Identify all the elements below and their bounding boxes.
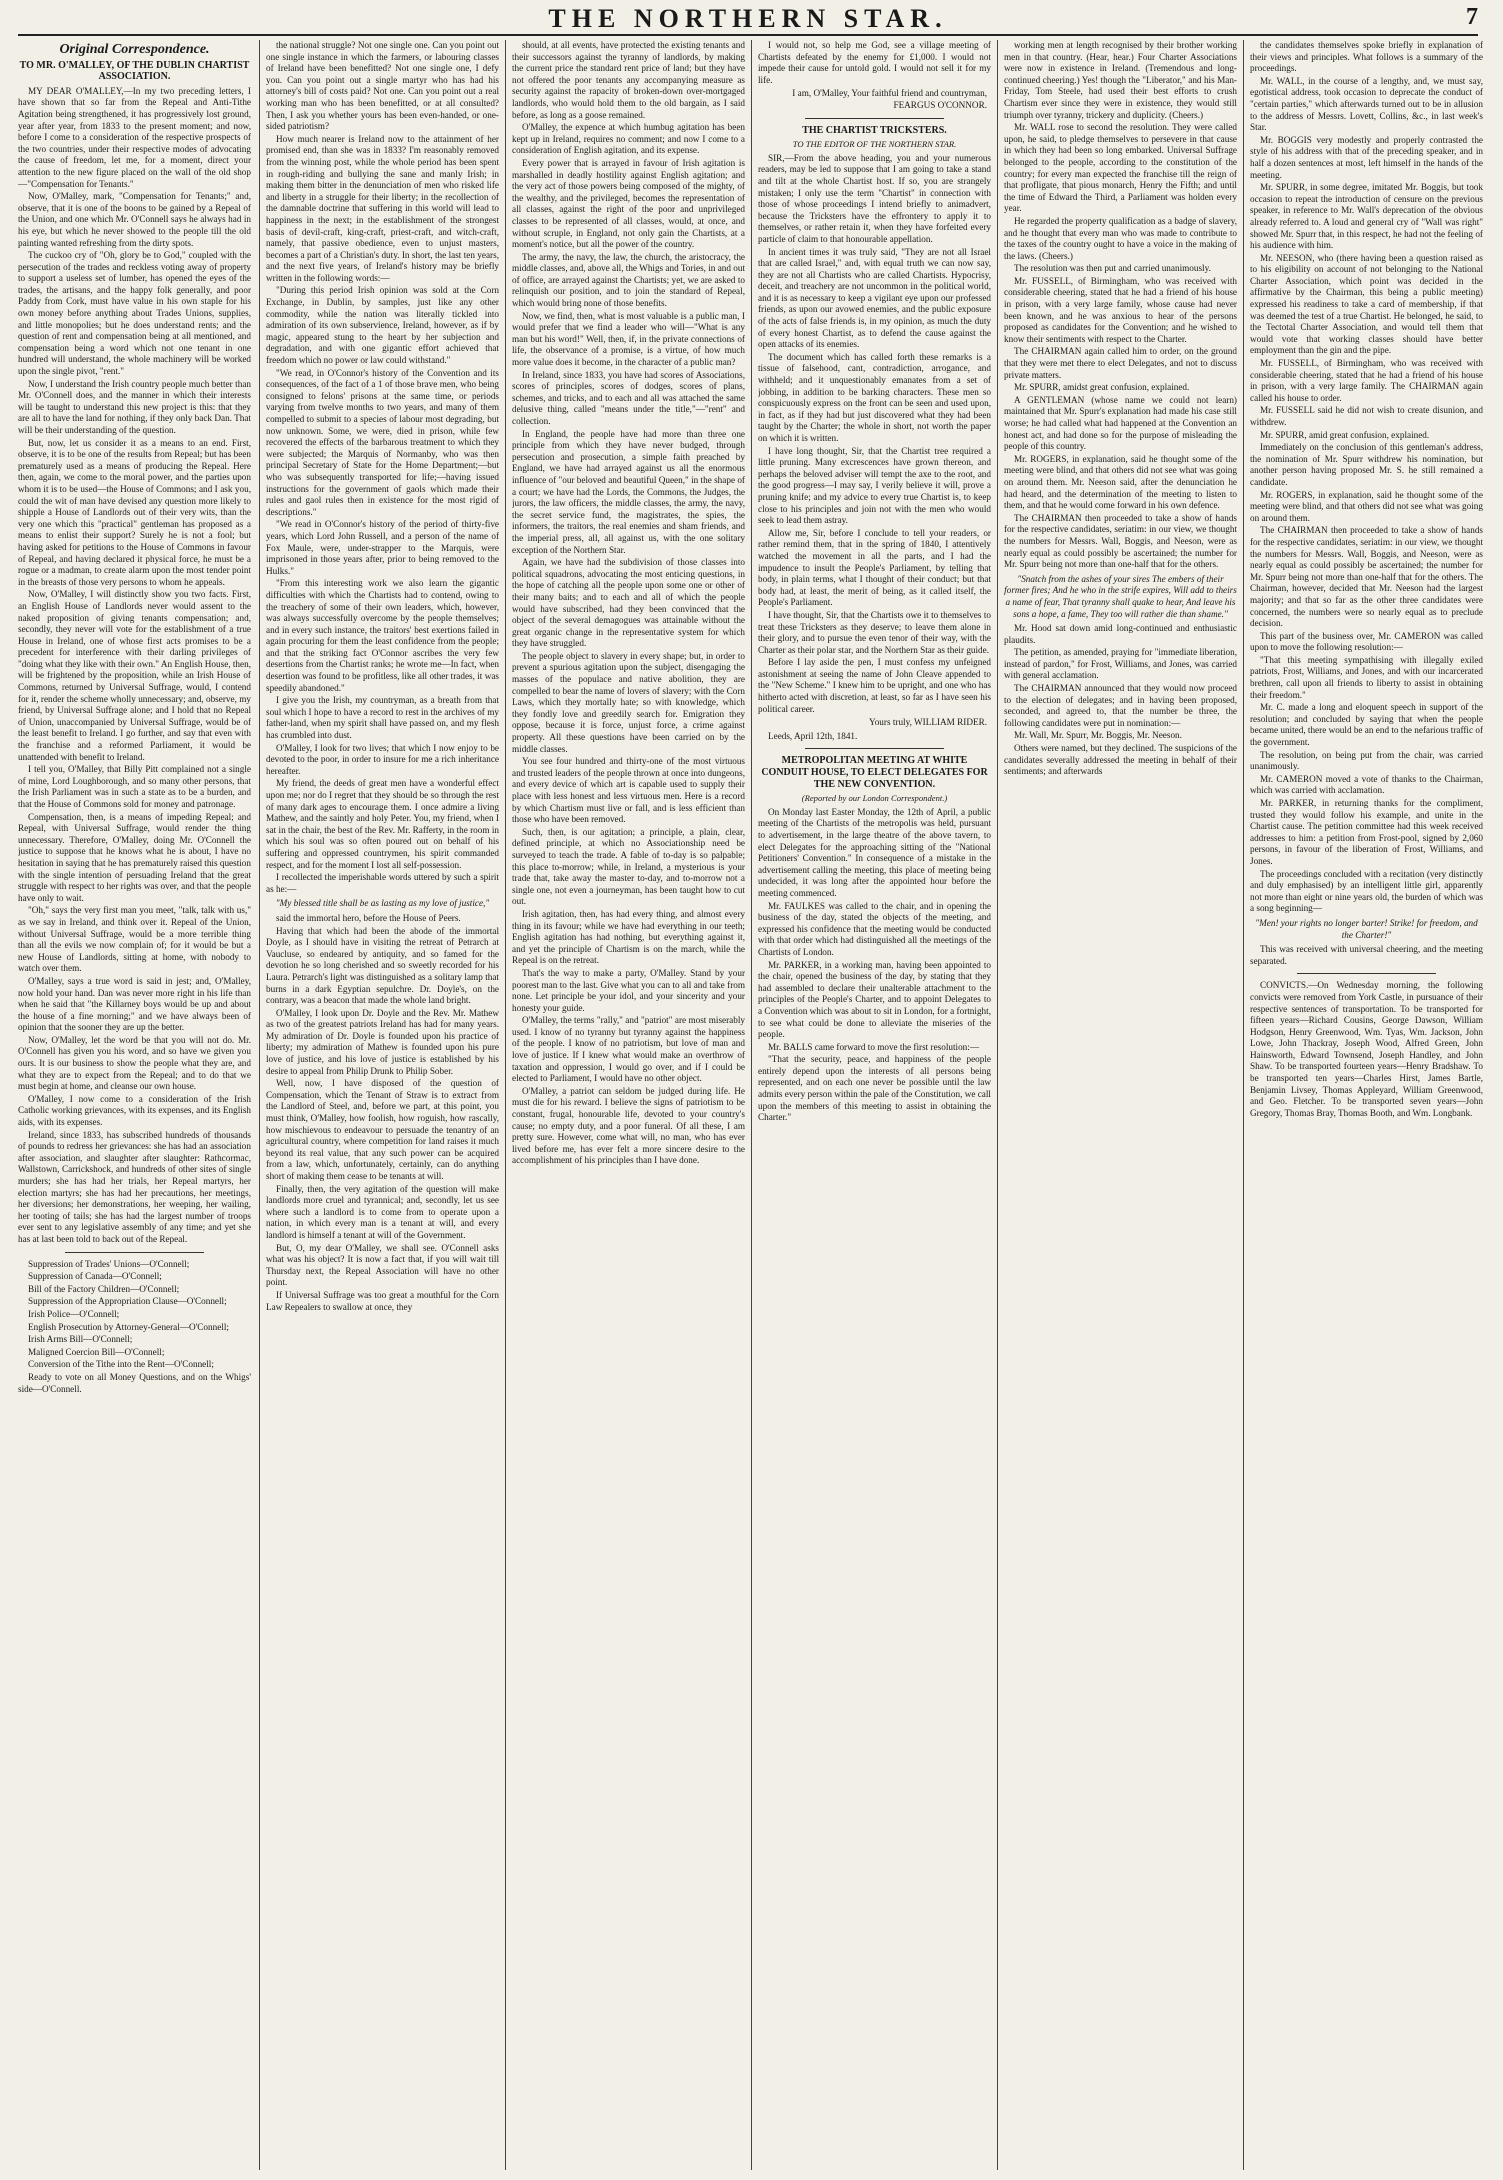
- column-rule: [259, 40, 260, 2170]
- paragraph: But, O, my dear O'Malley, we shall see. O'Connell asks what was his object? It is now a fact that, if you will wait till Thursday next, the Repeal Association will have no other point.: [266, 1242, 499, 1288]
- paragraph: "That this meeting sympathising with illegally exiled patriots, Frost, Williams, and Jones, and with our incarcerated brethren, call upon all friends to liberty to assist in obtaining their freedom.": [1250, 654, 1483, 700]
- paragraph: That's the way to make a party, O'Malley. Stand by your poorest man to the last. Give what you can to all and take from none. Let principle be your idol, and your sincerity and your honesty your guide.: [512, 967, 745, 1013]
- column-rule: [997, 40, 998, 2170]
- paragraph: O'Malley, says a true word is said in jest; and, O'Malley, now hold your hand. Dan was never more right in his life than when he said that "the Killarney boys would be up and about the house of a fine morning;" and we have always been of opinion that the sooner they are up the better.: [18, 975, 251, 1033]
- article-subheading: TO THE EDITOR OF THE NORTHERN STAR.: [792, 139, 957, 150]
- paragraph: Compensation, then, is a means of impeding Repeal; and Repeal, with Universal Suffrage, would render the thing unnecessary. Therefore, O'Malley, doing Mr. O'Connell the justice to suppose that he knows what he is about, I have no hesitation in saying that he has prematurely raised this question with the single intention of persuading Ireland that the great struggle with respect to her rights was over, and that the people have only to wait.: [18, 811, 251, 903]
- paragraph: Mr. FUSSELL said he did not wish to create disunion, and withdrew.: [1250, 405, 1483, 427]
- paragraph: "That the security, peace, and happiness of the people entirely depend upon the interests of all persons being represented, and on each one never be possible until the law admits every person within the pale of the Constitution, we call upon the members of this meeting to assist in obtaining the Charter.": [758, 1054, 991, 1123]
- paragraph: How much nearer is Ireland now to the attainment of her promised end, than she was in 1833? I'm reasonably removed from the winning post, while the whole period has been spent in rough-riding and bullying the sane and manly Irish; in making them bitter in the denunciation of men who risked life and liberty in a struggle for their liberty; in the recollection of the damnable doctrine that suffering in this world will lead to happiness in the next; in the establishment of the strongest basis of devil-craft, king-craft, priest-craft, and witch-craft, namely, that passive obedience, even to unjust masters, becomes a part of a Christian's duty. In short, the last ten years, and the next five years, of Ireland's history may be briefly written in the following words:—: [266, 133, 499, 283]
- paragraph: Mr. SPURR, in some degree, imitated Mr. Boggis, but took occasion to repeat the introduction of censure on the previous speaker, in reference to Mr. Wall's deprecation of the obvious already referred to. A loud and general cry of "Wall was right" showed Mr. Spurr that, in this respect, he had not the feeling of his audience with him.: [1250, 182, 1483, 251]
- paragraph: Mr. SPURR, amid great confusion, explained.: [1260, 429, 1430, 440]
- paragraph: He regarded the property qualification as a badge of slavery, and he thought that every man who was made to contribute to the taxes of the country ought to have a voice in the making of the laws. (Cheers.): [1004, 215, 1237, 261]
- section-separator: [65, 1252, 205, 1253]
- paragraph: Well, now, I have disposed of the question of Compensation, which the Tenant of Straw is to extract from the Landlord of Steel, and, before we part, at this point, you must think, O'Malley, how foolish, how roguish, how rascally, how mischievous to endeavour to persuade the tenantry of an agricultural country, where competition for land raises it much beyond its real value, that any such power can be acquired from a law, which, unfortunately, certainly, can do anything short of making them cease to be tenants at will.: [266, 1078, 499, 1181]
- paragraph: Immediately on the conclusion of this gentleman's address, the nomination of Mr. Spurr withdrew his nomination, but another person having proposed Mr. S. he still remained a candidate.: [1250, 442, 1483, 487]
- article-heading: Original Correspondence.: [59, 42, 210, 57]
- paragraph: Again, we have had the subdivision of those classes into political squadrons, advocating the most enticing questions, in the hope of catching all the people upon some one or other of their many baits; and to each and all of which the people would have subscribed, had they been convinced that the object of the several demagogues was attainable without the great organic change in the representative system for which they have struggled.: [512, 557, 745, 649]
- paragraph: Now, O'Malley, I will distinctly show you two facts. First, an English House of Landlords never would assent to the naked proposition of giving tenants compensation; and, secondly, they never will vote for the establishment of a true House in Ireland, one of whose first acts promises to be a precedent for interference with their darling privileges of "doing what they like with their own." An English House, then, will be frightened by the proposition, while an Irish House of Commons, returned by Universal Suffrage, would, I contend for it, render the scheme wholly unnecessary; and, observe, my friend, by Universal Suffrage alone; and I hold that no Repeal of Union, unaccompanied by Universal Suffrage, would be of the least benefit to Ireland. I go further, and say that even with the franchise and a reformed Parliament, it would be unattended with benefit to Ireland.: [18, 589, 251, 762]
- column-3: [512, 40, 745, 2170]
- paragraph: Now, we find, then, what is most valuable is a public man, I would prefer that we find a leader who will—"What is any man but his word!" Well, then, if, in the private connections of life, the observance of a promise, is a virtue, of how much more value does it become, in the character of a public man?: [512, 310, 745, 368]
- paragraph: The people object to slavery in every shape; but, in order to prevent a spurious agitation upon the subject, disengaging the masses of the populace and native abolition, they are compelled to bear the name of lovers of slavery; with the Corn Laws, which they mortally hate; so with knowledge, which they fondly love and greedily search for. Emigration they oppose, because it is force, unjust force, a crime against property. All these questions have been carried on by the middle classes.: [512, 650, 745, 754]
- paragraph: I have thought, Sir, that the Chartists owe it to themselves to treat these Tricksters as they deserve; to leave them alone in their glory, and to pursue the even tenor of their way, with the Charter as their polar star, and the Northern Star as their guide.: [758, 609, 991, 655]
- section-separator: [805, 118, 945, 119]
- section-separator: [805, 748, 945, 749]
- paragraph: On Monday last Easter Monday, the 12th of April, a public meeting of the Chartists of the metropolis was held, pursuant to advertisement, in the large theatre of the above tavern, to elect Delegates for the approaching sitting of the "National Petitioners' Convention." In consequence of a mistake in the advertisement calling the meeting, this place of meeting being undecided, it was long after the appointed hour before the meeting commenced.: [758, 806, 991, 898]
- paragraph: The resolution, on being put from the chair, was carried unanimously.: [1250, 749, 1483, 772]
- paragraph: Bill of the Factory Children—O'Connell;: [28, 1283, 180, 1294]
- paragraph: Mr. Wall, Mr. Spurr, Mr. Boggis, Mr. Neeson.: [1014, 730, 1182, 741]
- paragraph: Now, O'Malley, mark, "Compensation for Tenants;" and, observe, that it is one of the boons to be gained by a Repeal of the Union, and one which Mr. O'Connell says he always had in his eye, but which he never showed to the people till the old painting wanted refreshing from the dirty spots.: [18, 191, 251, 248]
- verse-quote: "My blessed title shall be as lasting as my love of justice,": [275, 898, 490, 909]
- paragraph: Maligned Coercion Bill—O'Connell;: [28, 1346, 165, 1357]
- paragraph: Having that which had been the abode of the immortal Doyle, as I should have in visiting the retreat of Petrarch at Vaucluse, so endeared by antiquity, and so famed for the devotion he so long cherished and so sweetly recorded for his Laura. Petrarch's light was distinguished as a solitary lamp that burns in a dark Egyptian sepulchre. Dr. Doyle's, on the contrary, was a beacon that made the whole land bright.: [266, 925, 499, 1006]
- paragraph: the candidates themselves spoke briefly in explanation of their views and principles. What follows is a summary of the proceedings.: [1250, 40, 1483, 74]
- paragraph: In England, the people have had more than three one principle from which they have never budged, through persecution and prosecution, a simple faith preached by England, we have had arrayed against us all the enormous influence of "our beloved and beautiful Queen," in the shape of a court; we have had the Lords, the Commons, the Judges, the jurors, the law officers, the middle classes, the army, the navy, the secret service fund, the magistrates, the spies, the informers, the traitors, the real enemies and sham friends, and the imperial press, all, all against us, with the one solitary exception of the Northern Star.: [512, 428, 745, 555]
- paragraph: Suppression of the Appropriation Clause—O'Connell;: [28, 1296, 227, 1307]
- paragraph: Such, then, is our agitation; a principle, a plain, clear, defined principle, at which no Associationship need be surveyed to teach the trade. A fable of to-day is so palpable; this place to-morrow; while, in Ireland, a mysterious is your trade that, take away the master to-day, and to-morrow not a single one, not even a journeyman, has been taught how to cut out.: [512, 826, 745, 907]
- article-subheading: (Reported by our London Correspondent.): [801, 793, 948, 804]
- paragraph: Ireland, since 1833, has subscribed hundreds of thousands of pounds to redress her grievances: she has had an association after association, and slaughter after slaughter: Rathcormac, Wallstown, Carrickshock, and hundreds of other sites of single murders; she has had her trials, her Repeal martyrs, her election martyrs; she has had her precautions, her meetings, her diversions; her demonstrations, her weeping, her wailing, her tooting of tails; she has had the largest number of troops ever sent to any legislative assembly of any time; and yet she has at last been told to back out of the Repeal.: [18, 1129, 251, 1244]
- column-5: [1004, 40, 1237, 2170]
- paragraph: A GENTLEMAN (whose name we could not learn) maintained that Mr. Spurr's explanation had made his case still worse; he had called what had happened at the Convention an honest act, and had done so for the purpose of misleading the people of this country.: [1004, 394, 1237, 452]
- article-heading: THE CHARTIST TRICKSTERS.: [802, 124, 947, 136]
- paragraph: Others were named, but they declined. The suspicions of the candidates severally addressed the meeting in behalf of their sentiments; and afterwards: [1004, 743, 1237, 777]
- paragraph: I recollected the imperishable words uttered by such a spirit as he:—: [266, 872, 499, 894]
- paragraph: "From this interesting work we also learn the gigantic difficulties with which the Chartists had to contend, owing to the treachery of some of their own leaders, which, however, was always successfully overcome by the people themselves; and in every such instance, the traitors' best exertions failed in again procuring for them the least confidence from the people; and that the striking fact O'Connor ascribes the very few desertions from the Chartist ranks; he wrote me—In fact, when desertion was found to be profitless, like all other trades, it was speedily abandoned.": [266, 578, 499, 693]
- paragraph: The CHAIRMAN then proceeded to take a show of hands for the respective candidates, seriatim: in our view, we thought the numbers for Messrs. Wall, Boggis, and Neeson, were as nearly equal as could possibly be ascertained; the number for Mr. Spurr being not more than one-half that for the others.: [1004, 512, 1237, 570]
- paragraph: I give you the Irish, my countryman, as a breath from that soul which I hope to have a record to rest in the archives of my father-land, when my spirit shall have passed on, and my flesh has crumbled into dust.: [266, 695, 499, 741]
- paragraph: Finally, then, the very agitation of the question will make landlords more cruel and tyrannical; and, secondly, let us see where such a landlord is to come from to operate upon a nation, in which every man is a tenant at will, and every landlord is himself a tenant at will of the Government.: [266, 1183, 499, 1240]
- paragraph: The proceedings concluded with a recitation (very distinctly and duly emphasised) by an intelligent little girl, apparently not more than eight or nine years old, the burden of which was a song beginning—: [1250, 868, 1483, 914]
- column-6: [1250, 40, 1483, 2170]
- paragraph: My friend, the deeds of great men have a wonderful effect upon me; nor do I regret that they should be so through the rest of many dark ages to encourage them. I once admire a living Mathew, and the saintly and holy Peter. You, my friend, when I sat in the chair, the best of the Rev. Mr. Rafferty, in the room in which his soul was so often poured out on behalf of his suffering and oppressed countrymen, his spirit commanded respect, and for the moment I lost all self-possession.: [266, 778, 499, 870]
- paragraph: O'Malley, I now come to a consideration of the Irish Catholic working grievances, with its expenses, and its English aids, with its expenses.: [18, 1093, 251, 1128]
- paragraph: In ancient times it was truly said, "They are not all Israel that are called Israel," and, with equal truth we can now say, they are not all Chartists who are called Chartists. Hypocrisy, deceit, and treachery are not uncommon in the political world, and it is as necessary to keep a vigilant eye upon our professed friends, as upon our avowed enemies, and the public exposure of the acts of false friends is, in my opinion, as much the duty of every honest Chartist, as to defend the cause against the open attacks of its enemies.: [758, 246, 991, 350]
- paragraph: This was received with universal cheering, and the meeting separated.: [1250, 944, 1483, 966]
- paragraph: The petition, as amended, praying for "immediate liberation, instead of pardon," for Frost, Williams, and Jones, was carried with general acclamation.: [1004, 647, 1237, 681]
- paragraph: If Universal Suffrage was too great a mouthful for the Corn Law Repealers to swallow at once, they: [266, 1289, 499, 1312]
- paragraph: SIR,—From the above heading, you and your numerous readers, may be led to suppose that I am going to take a stand and tilt at the whole Chartist host. If so, you are strangely mistaken; I only use the term "Chartist" in connection with those of whose proceedings I intend briefly to animadvert, because the Tricksters have the effrontery to apply it to themselves, or rather retain it, when they have forfeited every particle of claim to that honourable appellation.: [758, 152, 991, 244]
- paragraph: The CHAIRMAN again called him to order, on the ground that they were met there to elect Delegates, and not to discuss private matters.: [1004, 346, 1237, 380]
- paragraph: Mr. ROGERS, in explanation, said he thought some of the meeting were blind, and that others did not see what was going on around them. Mr. Neeson said, after the denunciation he had heard, and the determination of the meeting to listen to them, and that he would come forward in his own defence.: [1004, 453, 1237, 511]
- article-heading: METROPOLITAN MEETING AT WHITE CONDUIT HOUSE, TO ELECT DELEGATES FOR THE NEW CONVENTION.: [761, 755, 988, 790]
- paragraph: I tell you, O'Malley, that Billy Pitt complained not a single of mine, Lord Loughborough, and so many other persons, that the Irish Parliament was in such a state as to be a burden, and that the House of Commons sold for money and patronage.: [18, 764, 251, 809]
- paragraph: the national struggle? Not one single one. Can you point out one single instance in which the farmers, or labouring classes of Ireland have been benefitted? Not one single one, I defy you. Can you point out a single martyr who has had his attorney's bill of costs paid? Not one. Can you point out a real working man who has been benefitted, or at all consulted? Then, I ask you whether yours has been even-handed, or one-sided patriotism?: [266, 40, 499, 132]
- paragraph: Mr. WALL rose to second the resolution. They were called upon, he said, to pledge themselves to persevere in that cause in which they had been so long embarked. Universal Suffrage belonged to the people, according to the constitution of the country; for every man expected the franchise till the reign of that profligate, that pious monarch, Henry the Fifth; and until the time of Edward the Third, a Parliament was holden every year.: [1004, 122, 1237, 214]
- paragraph: The CHAIRMAN announced that they would now proceed to the election of delegates; and in having been proposed, seconded, and agreed to, that the number be three, the following candidates were put in nomination:—: [1004, 683, 1237, 728]
- paragraph: Every power that is arrayed in favour of Irish agitation is marshalled in deadly hostility against English agitation; and the very act of those powers being composed of the mighty, of the wealthy, and the privileged, becomes the representation of all classes, against the right of the poor and unprivileged classes to be represented of all classes, would, at once, and without scruple, in England, not only gain the Chartists, at a moment's notice, but all the power of the country.: [512, 157, 745, 250]
- article-signature: Yours truly, WILLIAM RIDER.: [869, 717, 987, 728]
- paragraph: Irish agitation, then, has had every thing, and almost every thing in its favour; while we have had everything in our teeth; English agitation has had nothing, but everything against it, and yet the principle of Chartism is on the march, while the Repeal is on the retreat.: [512, 908, 745, 966]
- paragraph: Mr. PARKER, in a working man, having been appointed to the chair, opened the business of the day, by stating that they had assembled to declare their unalterable attachment to the principles of the People's Charter, and to appoint Delegates to a Convention which was about to sit in London, for a fortnight, to see what could be done to alleviate the miseries of the people.: [758, 959, 991, 1040]
- paragraph: "During this period Irish opinion was sold at the Corn Exchange, in Dublin, by samples, just like any other commodity, while the nation was literally tickled into admiration of its own subservience, Ireland, however, as if by magic, appeared stung to the heart by her subjection and degradation, and with one gigantic effort achieved that freedom which no power or law could withstand.": [266, 285, 499, 366]
- paragraph: I have long thought, Sir, that the Chartist tree required a little pruning. Many excrescences have grown thereon, and perhaps the beloved adviser will tempt the axe to the root, and the good progress—I may say, I verily believe it will, prove a pruning knife; and my advice to every true Chartist is, to keep close to his principles and join not with the men who would seek to lead them astray.: [758, 445, 991, 526]
- newspaper-title: THE NORTHERN STAR.: [548, 4, 948, 33]
- paragraph: Mr. WALL, in the course of a lengthy, and, we must say, egotistical address, took occasion to deprecate the conduct of "certain parties," which afterwards turned out to be in allusion to the address of Messrs. Lovett, Collins, &c., in last week's Star.: [1250, 75, 1483, 133]
- paragraph: Mr. BALLS came forward to move the first resolution:—: [768, 1041, 980, 1052]
- paragraph: You see four hundred and thirty-one of the most virtuous and trusted leaders of the people thrown at once into dungeons, and every device of which art is capable used to supply their place with less honest and less virtuous men. Here is a record by which Chartism must live or fall, and is less efficient than those who have been removed.: [512, 756, 745, 825]
- column-rule: [751, 40, 752, 2170]
- paragraph: Ready to vote on all Money Questions, and on the Whigs' side—O'Connell.: [18, 1371, 251, 1394]
- paragraph: O'Malley, the expence at which humbug agitation has been kept up in Ireland, requires no comment; and now I come to a consideration of English agitation, and its expense.: [512, 122, 745, 156]
- column-2: [266, 40, 499, 2170]
- paragraph: Conversion of the Tithe into the Rent—O'Connell;: [28, 1359, 214, 1370]
- paragraph: O'Malley, a patriot can seldom be judged during life. He must die for his reward. I believe the signs of patriotism to be constant, frugal, honourable life, devoted to your country's cause; no empty duty, and a poor funeral. Of all these, I am pretty sure. However, come what will, no man, who has ever lived before me, has ever felt a more sincere desire to the accomplishment of his principles than I have done.: [512, 1085, 745, 1166]
- paragraph: working men at length recognised by their brother working men in that country. (Hear, hear.) Four Charter Associations were now in existence in Ireland. (Tremendous and long-continued cheering.) Yes! though the "Liberator," and his Man-Friday, Tom Steele, had used their best efforts to crush Chartism ever since they were in existence, they would still triumph over tyranny, trickery and duplicity. (Cheers.): [1004, 40, 1237, 120]
- column-1: [18, 40, 251, 2170]
- masthead: [18, 0, 1478, 36]
- paragraph: Allow me, Sir, before I conclude to tell your readers, or rather remind them, that in the spring of 1840, I attentively watched the movement in all the parts, and I had the impudence to insult the People's Parliament, by telling that body, in plain terms, what I thought of their conduct; but that body had, at least, the merit of being, as it called itself, the People's Parliament.: [758, 527, 991, 608]
- paragraph: Irish Arms Bill—O'Connell;: [28, 1334, 133, 1345]
- paragraph: The resolution was then put and carried unanimously.: [1014, 263, 1211, 274]
- paragraph: Now, O'Malley, let the word be that you will not do. Mr. O'Connell has given you his word, and so have we given you ours. It is our business to show the people what they are, and what they are to expect from the Repeal; and to do that we must begin at home, and cleanse our own house.: [18, 1034, 251, 1092]
- paragraph: "We read in O'Connor's history of the period of thirty-five years, which Lord John Russell, and a person of the name of Fox Maule, were, under-strapper to the Marquis, were imprisoned in those years after, prior to being removed to the Hulks.": [266, 519, 499, 576]
- paragraph: should, at all events, have protected the existing tenants and their successors against the tyranny of landlords, by making the current price the standard rent price of land; but they have not offered the poor tenants any accompanying measure as security against the rapacity of broken-down over-mortgaged landlords, who would hold them to the old bargain, as I said before, as long as a goose remained.: [512, 40, 745, 120]
- paragraph: The CHAIRMAN then proceeded to take a show of hands for the respective candidates, seriatim: in our view, we thought the numbers for Messrs. Wall, Boggis, and Neeson, were as nearly equal as could possibly be ascertained; the number for Mr. Spurr being not more than one-half that for the others. The Chairman, however, decided that Mr. Neeson had the largest majority; and that so far as the other three candidates were concerned, the numbers were so nearly equal as to preclude decision.: [1250, 525, 1483, 629]
- paragraph: Suppression of Canada—O'Connell;: [28, 1271, 162, 1282]
- paragraph: Mr. NEESON, who (there having been a question raised as to his eligibility on account of not belonging to the National Charter Association, which point was decided in the affirmative by the Chairman, this being a public meeting) expressed his readiness to take a card of membership, if that was deemed the test of a true Chartist. He belonged, he said, to the Tectotal Charter Association, and would tell them that would vote that working classes should have better employment than the gin and the pipe.: [1250, 252, 1483, 356]
- verse-quote: "Men! your rights no longer barter! Strike! for freedom, and the Charter!": [1255, 917, 1478, 940]
- paragraph: Mr. BOGGIS very modestly and properly contrasted the style of his address with that of the preceding speaker, and in half a dozen sentences at most, left himself in the hands of the meeting.: [1250, 134, 1483, 180]
- paragraph: The army, the navy, the law, the church, the aristocracy, the middle classes, and, above all, the Whigs and Tories, in and out of office, are arrayed against the Chartists; yet, we are asked to relinquish our position, and to join the standard of Repeal, which would bring none of those benefits.: [512, 251, 745, 309]
- section-separator: [1297, 973, 1437, 974]
- paragraph: Before I lay aside the pen, I must confess my unfeigned astonishment at seeing the name of John Cleave appended to the "New Scheme." I knew him to be upright, and one who has hitherto acted with discretion, at least, so far as I have seen his political career.: [758, 657, 991, 714]
- paragraph: This part of the business over, Mr. CAMERON was called upon to move the following resolution:—: [1250, 630, 1483, 653]
- paragraph: Mr. CAMERON moved a vote of thanks to the Chairman, which was carried with acclamation.: [1250, 773, 1483, 796]
- paragraph: Leeds, April 12th, 1841.: [768, 730, 858, 741]
- paragraph: MY DEAR O'MALLEY,—In my two preceding letters, I have shown that so far from the Repeal and Anti-Tithe Agitation being strengthened, it has progressively lost ground, year after year, from 1833 to the present moment; and now, before I come to a consideration of the respective prospects of the two countries, under their respective modes of advocating the cause of freedom, let me, for a moment, direct your attention to the new figure placed on the wall of the old shop—"Compensation for Tenants.": [18, 85, 251, 189]
- article-heading: TO MR. O'MALLEY, OF THE DUBLIN CHARTIST ASSOCIATION.: [19, 59, 250, 83]
- page-number: 7: [1466, 4, 1478, 30]
- paragraph: Mr. FUSSELL, of Birmingham, who was received with considerable cheering, stated that he had a friend of his house in prison, with a very large family. The CHAIRMAN again called his house to order.: [1250, 358, 1483, 403]
- paragraph: The cuckoo cry of "Oh, glory be to God," coupled with the persecution of the trades and reckless voting away of property to support a useless set of lumber, has opened the eyes of the trades, the artisans, and the happy folk generally, and poor Paddy from Cork, must have value in his own staple for his own money before anything about Trades Unions, supplies, and little monopolies; but he does understand rents; and the question of rent and compensation being at all mentioned, and compensation being a word which not one tenant in one hundred will understand, the whole machinery will be worked upon the single pivot, "rent.": [18, 250, 251, 377]
- paragraph: Mr. Hood sat down amid long-continued and enthusiastic plaudits.: [1004, 623, 1237, 645]
- paragraph: The document which has called forth these remarks is a tissue of falsehood, cant, contradiction, arrogance, and withheld; and it unquestionably emanates from a set of jobbing, in addition to be barking characters. These men so conspicuously express on the front can be seen and used upon, in fact, as if they had but just discovered what they had been taught by the Charter; the whole in short, not worth the paper on which it is written.: [758, 351, 991, 443]
- paragraph: Irish Police—O'Connell;: [28, 1308, 120, 1319]
- paragraph: CONVICTS.—On Wednesday morning, the following convicts were removed from York Castle, in pursuance of their respective sentences of transportation. To be transported for fifteen years—Richard Cousins, George Dawson, William Hodgson, Henry Greenwood, Wm. Tyas, Wm. Jackson, John Lowe, John Thackray, Joseph Wood, Alfred Green, John Hainsworth, Edward Townsend, Joseph Handley, and John Shaw. To be transported fourteen years—Henry Bradshaw. To be transported ten years—Charles Hirst, James Bartle, Benjamin Livsey, Thomas Appleyard, William Greenwood, and Geo. Fletcher. To be transported seven years—John Gregory, Thomas Bray, Thomas Booth, and Wm. Longbank.: [1250, 980, 1483, 1118]
- paragraph: O'Malley, I look upon Dr. Doyle and the Rev. Mr. Mathew as two of the greatest patriots Ireland has had for many years. My admiration of Dr. Doyle is founded upon his practice of liberty; my admiration of Mathew is founded upon his pure love of justice, and his love of justice is established by his desire to appeal from Philip Drunk to Philip Sober.: [266, 1007, 499, 1076]
- column-rule: [505, 40, 506, 2170]
- paragraph: O'Malley, I look for two lives; that which I now enjoy to be devoted to the poor, in order to insure for me a rich inheritance hereafter.: [266, 742, 499, 776]
- paragraph: "Oh," says the very first man you meet, "talk, talk with us," as we say in Ireland, and think over it. Repeal of the Union, without Universal Suffrage, would be a more terrible thing than all the evils we now complain of; for it would be but a new House of Landlords, sitting at home, with nobody to watch over them.: [18, 905, 251, 974]
- paragraph: English Prosecution by Attorney-General—O'Connell;: [28, 1321, 229, 1332]
- column-4: [758, 40, 991, 2170]
- paragraph: Mr. ROGERS, in explanation, said he thought some of the meeting were blind, and that others did not see what was going on around them.: [1250, 489, 1483, 523]
- paragraph: I would not, so help me God, see a village meeting of Chartists defeated by the enemy for £1,000. I would not impede their cause for untold gold. I would not sell it for my life.: [758, 40, 991, 85]
- paragraph: Mr. FAULKES was called to the chair, and in opening the business of the day, stated the objects of the meeting, and expressed his confidence that the meeting would be conducted with that order which had distinguished all the meetings of the Chartists of London.: [758, 900, 991, 957]
- columns-area: [18, 40, 1483, 2170]
- paragraph: "We read, in O'Connor's history of the Convention and its consequences, of the fact of a 1 of those brave men, who being consigned to felons' prisons at the same time, or periods varying from twelve months to two years, and many of them compelled to submit to a species of labour most degrading, but now unknown. Some, we were, died in prison, while few recovered the effects of the barbarous treatment to which they were subjected; the Marquis of Normanby, who was then principal Secretary of State for the Home Department;—but who was subsequently transported for life;—having issued instructions for the government of gaols which made their rules and gaol rules then in existence for the most rigid of descriptions.": [266, 367, 499, 517]
- paragraph: But, now, let us consider it as a means to an end. First, observe, it is to be one of the results from Repeal; but has been prematurely used as a means of producing the Repeal. Here then, again, we come to the moral power, and the parties upon whom it is to be used—the House of Commons; and I ask you, could the wit of man have devised any question more likely to shipple a House of Landlords out of their very wits, than the very one which this "practical" gentleman has proposed as a means to enlist their support? Surely he is not a fool; but having asked for petitions to the House of Commons in favour of Repeal, and having declared it physical force, he must be a rogue or a madman, to create alarm upon the most tender point in the breasts of those very persons to whom he appeals.: [18, 437, 251, 587]
- paragraph: Mr. C. made a long and eloquent speech in support of the resolution; and concluded by saying that when the people became united, there would be an end to the nefarious traffic of the government.: [1250, 702, 1483, 748]
- column-rule: [1243, 40, 1244, 2170]
- paragraph: Suppression of Trades' Unions—O'Connell;: [28, 1258, 190, 1269]
- paragraph: O'Malley, the terms "rally," and "patriot" are most miserably used. I know of no tyranny but tyranny against the happiness of the people. I know of no patriotism, but love of man and love of justice. If I knew what would make an overthrow of taxation and oppression, I would go over, and if I could be elected to Parliament, I would have no other object.: [512, 1015, 745, 1084]
- paragraph: Mr. PARKER, in returning thanks for the compliment, trusted they would follow his example, and unite in the Chartist cause. The petition committee had this week received addresses to him: a petition from Frost-pool, signed by 2,060 persons, in favour of the liberation of Frost, Williams, and Jones.: [1250, 798, 1483, 866]
- verse-quote: "Snatch from the ashes of your sires The embers of their former fires; And he who in the strife expires, Will add to theirs a name of fear, That tyranny shall quake to hear, And leave his sons a hope, a fame, They too will rather die than shame.": [1004, 573, 1237, 619]
- paragraph: Mr. SPURR, amidst great confusion, explained.: [1014, 382, 1190, 393]
- article-signature: I am, O'Malley, Your faithful friend and countryman, FEARGUS O'CONNOR.: [792, 88, 987, 110]
- paragraph: said the immortal hero, before the House of Peers.: [276, 912, 461, 923]
- paragraph: In Ireland, since 1833, you have had scores of Associations, scores of principles, scores of dodges, scores of plans, schemes, and tricks, and to each and all was attached the same delusive thing, called "means under the title,"—"rent" and collection.: [512, 369, 745, 426]
- paragraph: Now, I understand the Irish country people much better than Mr. O'Connell does, and the manner in which their interests will be taught to understand this new project is this: that they are all to have the land for nothing, if they only back Dan. That will be their understanding of the question.: [18, 378, 251, 435]
- paragraph: Mr. FUSSELL, of Birmingham, who was received with considerable cheering, stated that he had a friend of his house in prison, with a very large family, whose cause had never been known, and he was anxious to hear of the persons proposed as candidates for the Convention; and he wished to know their sentiments with respect to the Charter.: [1004, 275, 1237, 344]
